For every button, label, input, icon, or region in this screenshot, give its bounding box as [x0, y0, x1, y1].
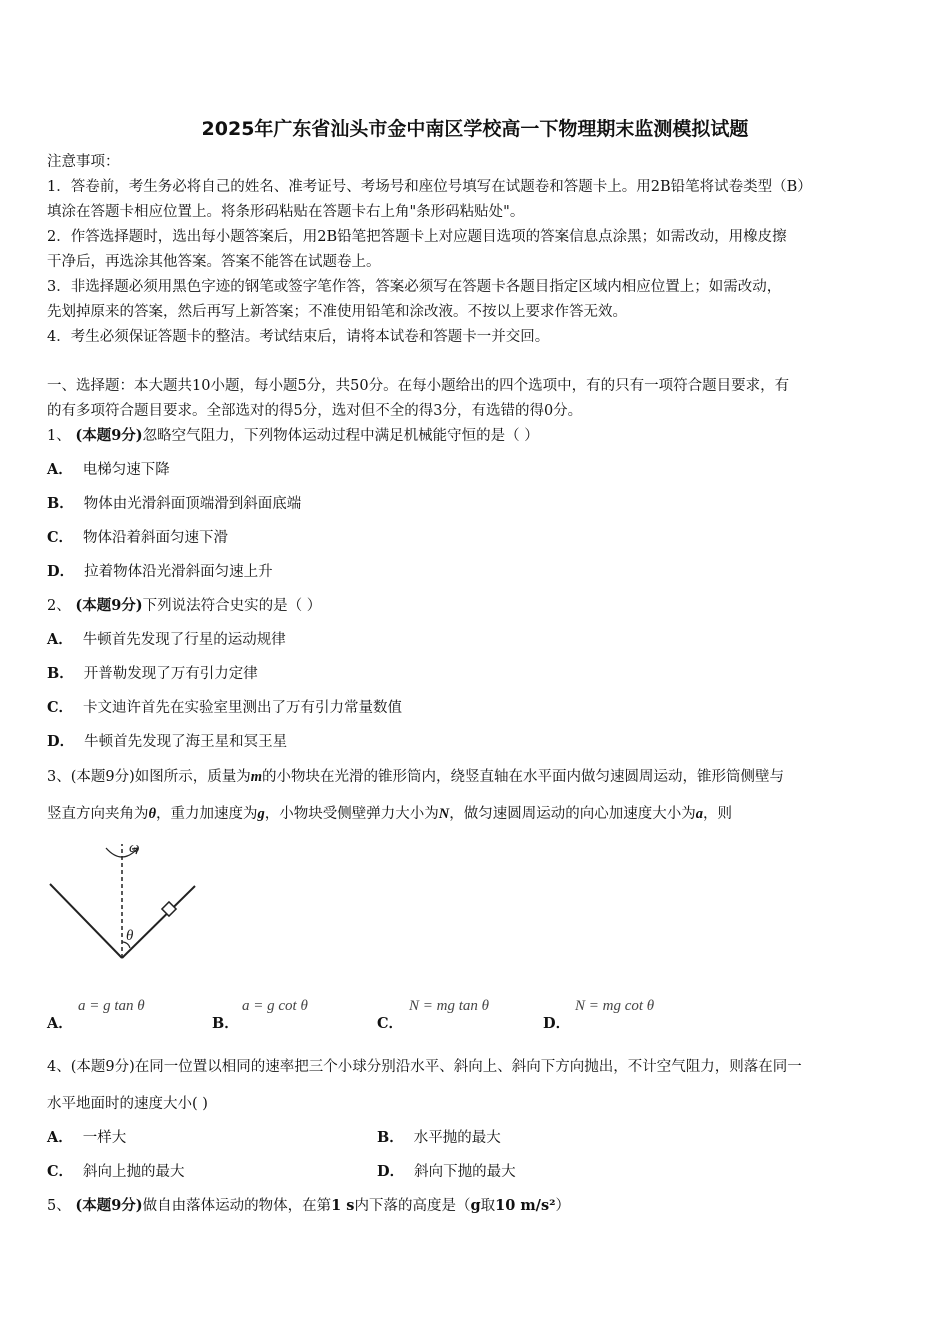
question-text: ，做匀速圆周运动的向心加速度大小为: [449, 806, 696, 822]
question-text: 竖直方向夹角为: [47, 806, 149, 822]
option-text: 物体沿着斜面匀速下滑: [83, 530, 229, 546]
variable-g: g: [470, 1197, 481, 1214]
question-1-stem: [47, 426, 539, 446]
section-intro: 一、选择题：本大题共10小题，每小题5分，共50分。在每小题给出的四个选项中，有的只有一项符合题目要求，有: [47, 378, 790, 394]
notice-line: 先划掉原来的答案，然后再写上新答案；不准使用铅笔和涂改液。不按以上要求作答无效。: [47, 304, 627, 320]
question-1-option-a[interactable]: [47, 460, 170, 480]
option-text: 拉着物体沿光滑斜面匀速上升: [84, 564, 273, 580]
question-tag: (本题9分): [75, 597, 143, 614]
question-3-option-c[interactable]: C．: [377, 1015, 404, 1032]
question-number: 2、: [47, 598, 71, 614]
value-g: 10 m/s²: [495, 1197, 556, 1214]
question-text: ）: [555, 1198, 570, 1214]
omega-label: ω: [129, 840, 140, 856]
option-letter: C．: [47, 529, 74, 546]
cone-diagram: [40, 834, 210, 966]
question-1-option-c[interactable]: [47, 528, 228, 548]
question-text: ，重力加速度为: [156, 806, 258, 822]
question-text: ，则: [703, 806, 733, 822]
question-text: 忽略空气阻力，下列物体运动过程中满足机械能守恒的是（ ）: [142, 428, 539, 444]
option-letter: D．: [47, 733, 75, 750]
question-tag: (本题9分): [75, 1197, 143, 1214]
question-2-option-a[interactable]: [47, 630, 286, 650]
option-letter: C．: [47, 699, 74, 716]
formula-d: N = mg cot θ: [575, 998, 655, 1014]
notice-heading: 注意事项：: [47, 154, 120, 170]
question-1-option-d[interactable]: [47, 562, 273, 582]
notice-line: 4．考生必须保证答题卡的整洁。考试结束后，请将本试卷和答题卡一并交回。: [47, 329, 550, 345]
variable-theta: θ: [148, 806, 157, 822]
question-3-stem-line1: [47, 767, 784, 787]
notice-line: 干净后，再选涂其他答案。答案不能答在试题卷上。: [47, 254, 381, 270]
question-3-option-b[interactable]: B．: [212, 1015, 239, 1032]
question-2-option-d[interactable]: [47, 732, 287, 752]
question-4-option-a[interactable]: [47, 1128, 126, 1148]
cone-right-wall: [122, 886, 195, 958]
section-intro: 的有多项符合题目要求。全部选对的得5分，选对但不全的得3分，有选错的得0分。: [47, 403, 583, 419]
question-text: 取: [480, 1198, 496, 1214]
question-number: 5、: [47, 1198, 71, 1214]
option-text: 电梯匀速下降: [82, 462, 170, 478]
question-4-option-d[interactable]: [377, 1162, 516, 1182]
question-text: 做自由落体运动的物体，在第: [142, 1198, 332, 1214]
question-3-option-a[interactable]: A．: [47, 1015, 73, 1032]
option-letter: A．: [47, 461, 73, 478]
question-4-option-c[interactable]: [47, 1162, 185, 1182]
notice-line: 3．非选择题必须用黑色字迹的钢笔或签字笔作答，答案必须写在答题卡各题目指定区域内相应位置上；如需改动，: [47, 279, 782, 295]
option-text: 卡文迪许首先在实验室里测出了万有引力常量数值: [83, 700, 403, 716]
value-1s: 1 s: [331, 1197, 355, 1214]
option-letter: D．: [47, 563, 75, 580]
question-4-stem-line1: 4、(本题9分)在同一位置以相同的速率把三个小球分别沿水平、斜向上、斜向下方向抛出，不计空气阻力，则落在同一: [47, 1059, 802, 1075]
question-2-option-c[interactable]: [47, 698, 402, 718]
question-number: 1、: [47, 428, 71, 444]
question-text: 下列说法符合史实的是（ ）: [142, 598, 322, 614]
option-letter: D．: [377, 1163, 405, 1180]
notice-line: 1．答卷前，考生务必将自己的姓名、准考证号、考场号和座位号填写在试题卷和答题卡上。用2B铅笔将试卷类型（B）: [47, 179, 812, 195]
option-text: 牛顿首先发现了行星的运动规律: [82, 632, 286, 648]
small-block: [162, 902, 176, 916]
question-3-stem-line2: [47, 804, 732, 824]
variable-g: g: [257, 806, 265, 822]
variable-m: m: [250, 769, 263, 785]
option-text: 物体由光滑斜面顶端滑到斜面底端: [83, 496, 302, 512]
option-text: 斜向上抛的最大: [83, 1164, 185, 1180]
option-letter: A．: [47, 631, 73, 648]
option-letter: B．: [47, 495, 74, 512]
option-letter: A．: [47, 1129, 73, 1146]
question-text: 的小物块在光滑的锥形筒内，绕竖直轴在水平面内做匀速圆周运动，锥形筒侧壁与: [262, 769, 785, 785]
notice-line: 填涂在答题卡相应位置上。将条形码粘贴在答题卡右上角"条形码粘贴处"。: [47, 204, 525, 220]
cone-left-wall: [50, 884, 122, 958]
option-text: 一样大: [82, 1130, 127, 1146]
question-text: ，小物块受侧壁弹力大小为: [264, 806, 439, 822]
formula-c: N = mg tan θ: [409, 998, 489, 1014]
question-3-option-d[interactable]: D．: [543, 1015, 571, 1032]
question-tag: (本题9分): [75, 427, 143, 444]
option-text: 牛顿首先发现了海王星和冥王星: [84, 734, 288, 750]
question-4-option-b[interactable]: [377, 1128, 501, 1148]
page-title: 2025年广东省汕头市金中南区学校高一下物理期末监测模拟试题: [201, 118, 749, 140]
option-text: 水平抛的最大: [413, 1130, 501, 1146]
option-letter: B．: [377, 1129, 404, 1146]
question-text: 内下落的高度是（: [354, 1198, 471, 1214]
notice-line: 2．作答选择题时，选出每小题答案后，用2B铅笔把答题卡上对应题目选项的答案信息点涂黑；如需改动，用橡皮擦: [47, 229, 787, 245]
variable-n: N: [438, 806, 450, 822]
question-2-stem: [47, 596, 321, 616]
variable-a: a: [695, 806, 704, 822]
theta-label: θ: [126, 928, 134, 944]
formula-b: a = g cot θ: [242, 998, 308, 1014]
formula-a: a = g tan θ: [78, 998, 145, 1014]
question-1-option-b[interactable]: [47, 494, 301, 514]
question-text: 3、(本题9分)如图所示，质量为: [47, 769, 251, 785]
option-letter: B．: [47, 665, 74, 682]
option-text: 斜向下抛的最大: [414, 1164, 516, 1180]
option-text: 开普勒发现了万有引力定律: [83, 666, 258, 682]
question-4-stem-line2: 水平地面时的速度大小( ): [47, 1096, 208, 1112]
option-letter: C．: [47, 1163, 74, 1180]
question-5-stem: [47, 1196, 570, 1216]
question-2-option-b[interactable]: [47, 664, 258, 684]
